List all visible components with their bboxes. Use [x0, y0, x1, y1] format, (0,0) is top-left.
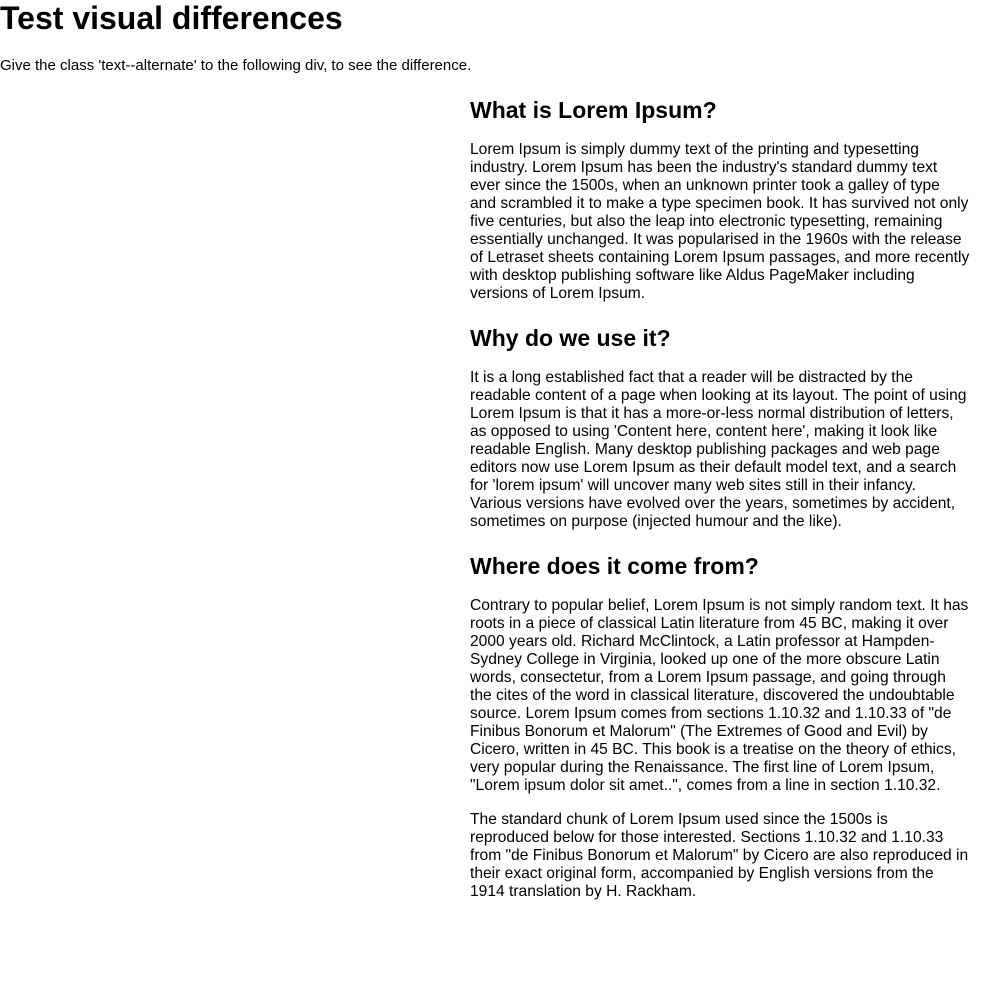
section-paragraph: The standard chunk of Lorem Ipsum used since the 1500s is reproduced below for those interested. Sections 1.10.32 and 1.10.33 from "de Finibus Bonorum et Malorum" by Cicero are also reproduced in their exact original form, accompanied by English versions from the 1914 translation by H. Rackham.: [470, 811, 969, 900]
section-heading-why: Why do we use it?: [470, 325, 671, 351]
lorem-text-block: [470, 97, 970, 901]
page-title: Test visual differences: [0, 0, 343, 36]
intro-text: Give the class 'text--alternate' to the following div, to see the difference.: [0, 57, 472, 74]
section-heading-what: What is Lorem Ipsum?: [470, 97, 717, 123]
section-paragraph: Lorem Ipsum is simply dummy text of the printing and typesetting industry. Lorem Ipsum has been the industry's standard dummy text ever since the 1500s, when an unknown printer took a galley of type and scrambled it to make a type specimen book. It has survived not only five centuries, but also the leap into electronic typesetting, remaining essentially unchanged. It was popularised in the 1960s with the release of Letraset sheets containing Lorem Ipsum passages, and more recently with desktop publishing software like Aldus PageMaker including versions of Lorem Ipsum.: [470, 141, 970, 302]
section-heading-where: Where does it come from?: [470, 553, 759, 579]
section-paragraph: It is a long established fact that a reader will be distracted by the readable content of a page when looking at its layout. The point of using Lorem Ipsum is that it has a more-or-less normal distribution of letters, as opposed to using 'Content here, content here', making it look like readable English. Many desktop publishing packages and web page editors now use Lorem Ipsum as their default model text, and a search for 'lorem ipsum' will uncover many web sites still in their infancy. Various versions have evolved over the years, sometimes by accident, sometimes on purpose (injected humour and the like).: [470, 369, 967, 530]
section-paragraph: Contrary to popular belief, Lorem Ipsum is not simply random text. It has roots in a piece of classical Latin literature from 45 BC, making it over 2000 years old. Richard McClintock, a Latin professor at Hampden-Sydney College in Virginia, looked up one of the more obscure Latin words, consectetur, from a Lorem Ipsum passage, and going through the cites of the word in classical literature, discovered the undoubtable source. Lorem Ipsum comes from sections 1.10.32 and 1.10.33 of "de Finibus Bonorum et Malorum" (The Extremes of Good and Evil) by Cicero, written in 45 BC. This book is a treatise on the theory of ethics, very popular during the Renaissance. The first line of Lorem Ipsum, "Lorem ipsum dolor sit amet..", comes from a line in section 1.10.32.: [470, 597, 969, 794]
